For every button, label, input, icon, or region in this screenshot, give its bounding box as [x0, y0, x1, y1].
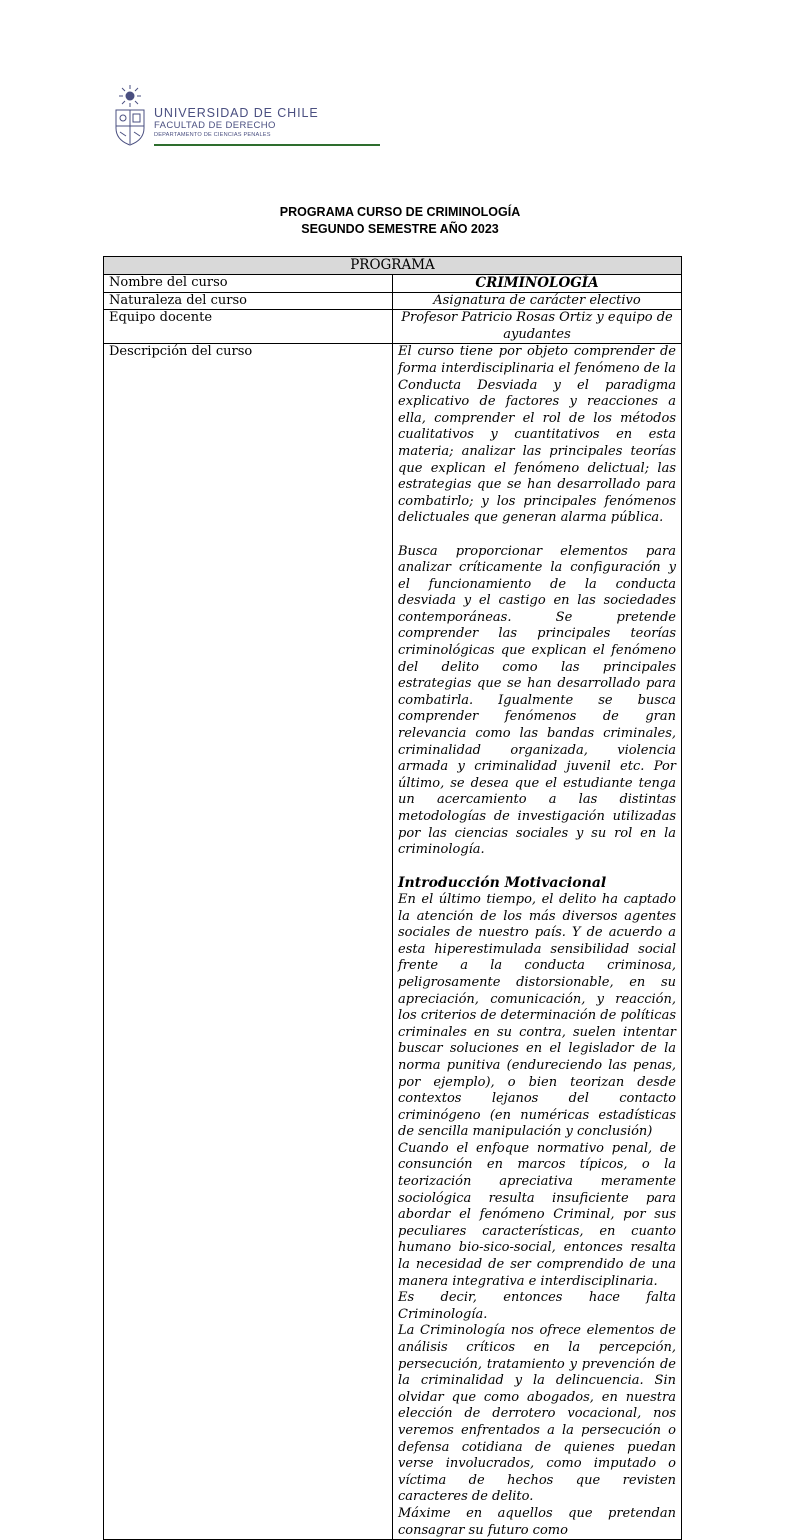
table-header-row [104, 257, 682, 275]
course-name-value: CRIMINOLOGÍA [393, 275, 682, 293]
course-nature-label: Naturaleza del curso [104, 292, 393, 310]
table-header: PROGRAMA [104, 257, 682, 275]
table-row [104, 275, 682, 293]
description-paragraph: Busca proporcionar elementos para analizar críticamente la configuración y el funcionamiento de la conducta desviada y el castigo en las sociedades contemporáneas. Se pretende comprender las principales teorías criminológicas que explican el fenómeno del delito como las principales estrategias que se han desarrollado para combatirla. Igualmente se busca comprender fenómenos de gran relevancia como las bandas criminales, criminalidad organizada, violencia armada y criminalidad juvenil etc. Por último, se desea que el estudiante tenga un acercamiento a las distintas metodologías de investigación utilizadas por las ciencias sociales y su rol en la criminología. [398, 543, 676, 858]
course-nature-value: Asignatura de carácter electivo [393, 292, 682, 310]
motivational-intro-heading: Introducción Motivacional [398, 875, 607, 892]
course-name-label: Nombre del curso [104, 275, 393, 293]
description-paragraph: En el último tiempo, el delito ha captado la atención de los más diversos agentes sociales de nuestro país. Y de acuerdo a esta hiperestimulada sensibilidad social frente a la conducta criminosa, peligrosamente distorsionable, en su apreciación, comunicación, y reacción, los criterios de determinación de políticas criminales en su contra, suelen intentar buscar soluciones en el legislador de la norma punitiva (endureciendo las penas, por ejemplo), o bien teorizan desde contextos lejanos del contacto criminógeno (en numéricas estadísticas de sencilla manipulación y conclusión) [398, 891, 676, 1140]
course-description-label: Descripción del curso [104, 344, 393, 1540]
university-logo [112, 84, 319, 148]
table-row [104, 344, 682, 1540]
description-paragraph: Es decir, entonces hace falta Criminología. [398, 1290, 676, 1322]
program-table [103, 256, 682, 1540]
logo-text [154, 106, 319, 139]
teaching-team-label: Equipo docente [104, 310, 393, 344]
document-title: PROGRAMA CURSO DE CRIMINOLOGÍA [279, 205, 521, 219]
document-subtitle: SEGUNDO SEMESTRE AÑO 2023 [301, 222, 499, 236]
logo-divider [154, 144, 380, 146]
description-paragraph: Cuando el enfoque normativo penal, de consunción en marcos típicos, o la teorización apreciativa meramente sociológica resulta insuficiente para abordar el fenómeno Criminal, por sus peculiares características, en cuanto humano bio-sico-social, entonces resalta la necesidad de ser comprendido de una manera integrativa e interdisciplinaria. [398, 1140, 676, 1289]
logo-university-name: UNIVERSIDAD DE CHILE [154, 106, 319, 120]
logo-department-name: DEPARTAMENTO DE CIENCIAS PENALES [154, 132, 271, 138]
teaching-team-value: Profesor Patricio Rosas Ortiz y equipo de ayudantes [393, 310, 682, 344]
logo-faculty-name: FACULTAD DE DERECHO [154, 120, 276, 131]
description-paragraph: El curso tiene por objeto comprender de forma interdisciplinaria el fenómeno de la Conducta Desviada y el paradigma explicativo de factores y reacciones a ella, comprender el rol de los métodos cualitativos y cuantitativos en esta materia; analizar las principales teorías que explican el fenómeno delictual; las estrategias que se han desarrollado para combatirlo; y los principales fenómenos delictuales que generan alarma pública. [398, 344, 676, 526]
description-paragraph: Máxime en aquellos que pretendan consagrar su futuro como [398, 1505, 676, 1538]
table-row [104, 292, 682, 310]
university-crest-icon [112, 84, 148, 146]
table-row [104, 310, 682, 344]
course-description [393, 344, 682, 1540]
description-paragraph: La Criminología nos ofrece elementos de análisis críticos en la percepción, persecución, tratamiento y prevención de la criminalidad y la delincuencia. Sin olvidar que como abogados, en nuestra elección de derrotero vocacional, nos veremos enfrentados a la persecución o defensa cotidiana de quienes puedan verse involucrados, como imputado o víctima de hechos que revisten caracteres de delito. [398, 1323, 676, 1505]
